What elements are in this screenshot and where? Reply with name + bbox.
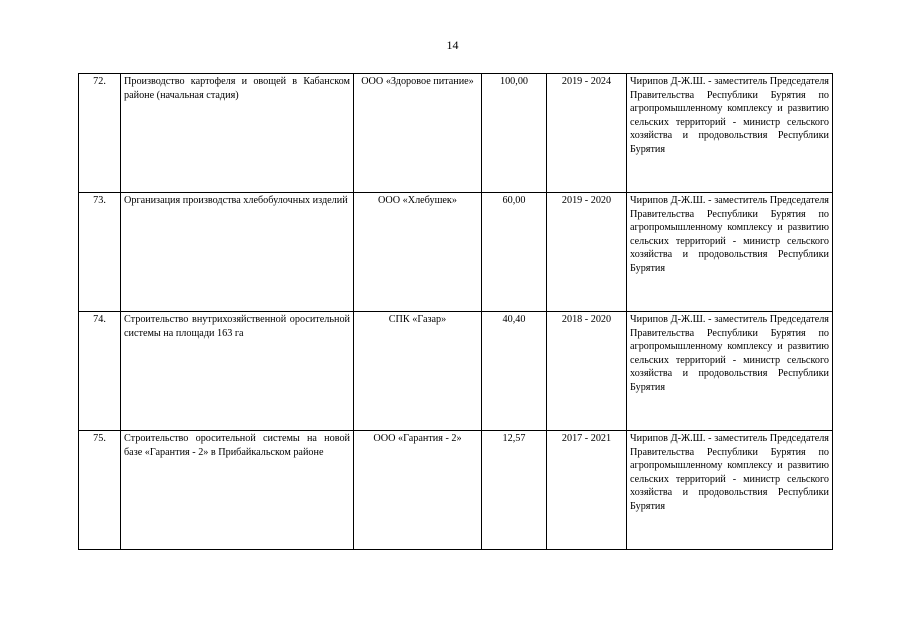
investment-amount: 12,57 (482, 431, 547, 550)
projects-table (78, 73, 833, 550)
page-number: 14 (446, 38, 459, 52)
project-name: Строительство оросительной системы на новой базе «Гарантия - 2» в Прибайкальском районе (121, 431, 354, 550)
organization: СПК «Газар» (354, 312, 482, 431)
organization: ООО «Хлебушек» (354, 193, 482, 312)
row-number: 73. (79, 193, 121, 312)
implementation-period: 2019 - 2024 (547, 74, 627, 193)
row-number: 74. (79, 312, 121, 431)
row-number: 75. (79, 431, 121, 550)
implementation-period: 2018 - 2020 (547, 312, 627, 431)
investment-amount: 60,00 (482, 193, 547, 312)
responsible-person: Чирипов Д-Ж.Ш. - заместитель Председателя Правительства Республики Бурятия по агропромышленному комплексу и развитию сельских территорий - министр сельского хозяйства и продовольствия Республики Бурятия (627, 312, 833, 431)
row-number: 72. (79, 74, 121, 193)
organization: ООО «Гарантия - 2» (354, 431, 482, 550)
responsible-person: Чирипов Д-Ж.Ш. - заместитель Председателя Правительства Республики Бурятия по агропромышленному комплексу и развитию сельских территорий - министр сельского хозяйства и продовольствия Республики Бурятия (627, 193, 833, 312)
table-row (79, 193, 833, 312)
implementation-period: 2017 - 2021 (547, 431, 627, 550)
organization: ООО «Здоровое питание» (354, 74, 482, 193)
investment-amount: 100,00 (482, 74, 547, 193)
project-name: Строительство внутрихозяйственной оросительной системы на площади 163 га (121, 312, 354, 431)
table-row (79, 431, 833, 550)
implementation-period: 2019 - 2020 (547, 193, 627, 312)
table-row (79, 74, 833, 193)
responsible-person: Чирипов Д-Ж.Ш. - заместитель Председателя Правительства Республики Бурятия по агропромышленному комплексу и развитию сельских территорий - министр сельского хозяйства и продовольствия Республики Бурятия (627, 74, 833, 193)
table-row (79, 312, 833, 431)
project-name: Производство картофеля и овощей в Кабанском районе (начальная стадия) (121, 74, 354, 193)
responsible-person: Чирипов Д-Ж.Ш. - заместитель Председателя Правительства Республики Бурятия по агропромышленному комплексу и развитию сельских территорий - министр сельского хозяйства и продовольствия Республики Бурятия (627, 431, 833, 550)
investment-amount: 40,40 (482, 312, 547, 431)
project-name: Организация производства хлебобулочных изделий (121, 193, 354, 312)
